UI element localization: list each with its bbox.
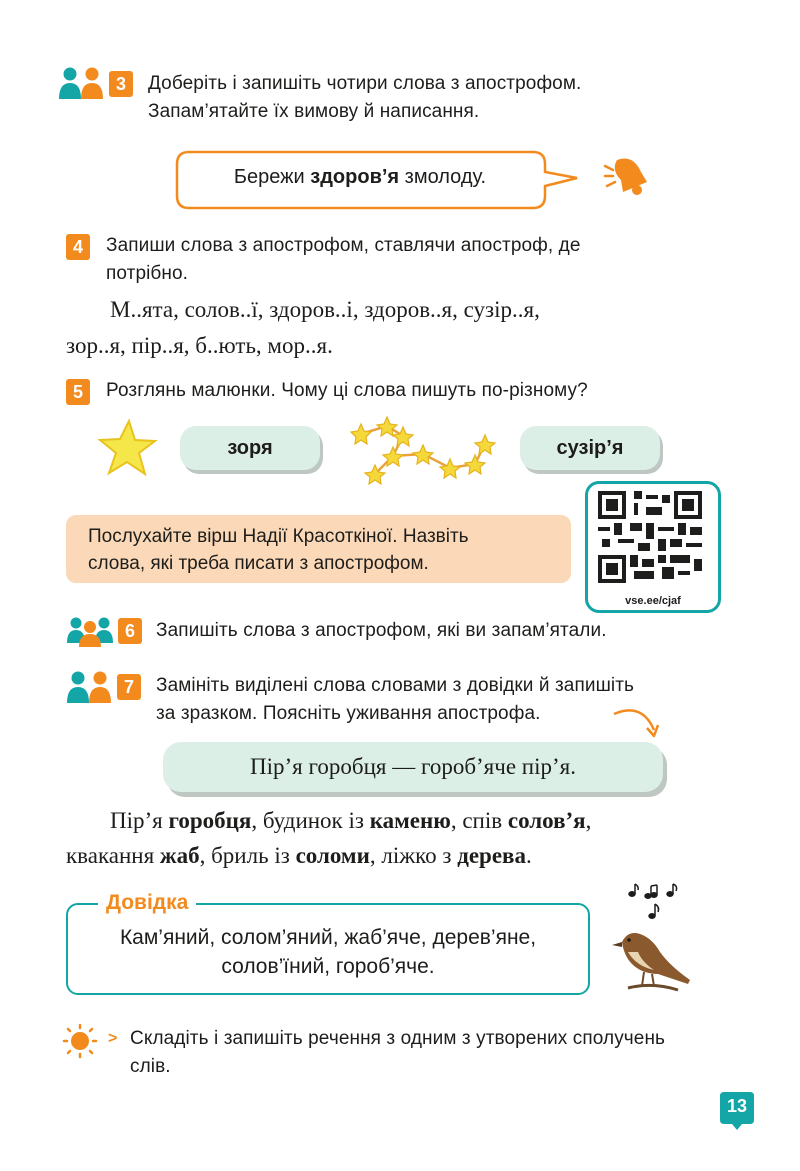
task-number-5: 5 xyxy=(66,379,90,405)
extra-task-text: Складіть і запишіть речення з одним з утворених сполучень слів. xyxy=(130,1028,666,1077)
listen-text: Послухайте вірш Надії Красоткіної. Назвіть слова, які треба писати з апострофом. xyxy=(88,526,469,574)
task6-text: Запишіть слова з апострофом, які ви запам’ятали. xyxy=(156,620,607,641)
word-pill-suzirya: сузір’я xyxy=(520,426,660,470)
task7-text: Замініть виділені слова словами з довідки й запишіть за зразком. Поясніть уживання апострофа. xyxy=(156,675,635,724)
listen-box xyxy=(66,515,571,583)
qr-code-icon xyxy=(598,491,702,583)
bell-icon xyxy=(603,152,653,196)
task7-sentences: Пір’я горобця, будинок із каменю, спів солов’я, квакання жаб, бриль із соломи, ліжко з дерева. xyxy=(66,808,592,868)
task-number-3: 3 xyxy=(109,71,133,97)
qr-code-link[interactable] xyxy=(585,481,721,613)
qr-link-text: vse.ee/cjaf xyxy=(625,595,681,607)
curved-arrow-icon xyxy=(612,702,662,742)
task-number-6: 6 xyxy=(118,618,142,644)
saying-text: Бережи здоров’я змолоду. xyxy=(233,166,487,188)
task5-text: Розглянь малюнки. Чому ці слова пишуть по-різному? xyxy=(106,380,588,401)
pair-work-icon xyxy=(58,66,104,100)
constellation-icon xyxy=(345,416,505,486)
help-text: Кам’яний, солом’яний, жаб’яче, дерев’яне, солов’їний, гороб’яче. xyxy=(119,926,537,978)
word-pill-zorya: зоря xyxy=(180,426,320,470)
group-work-icon xyxy=(66,613,114,647)
task3-text: Доберіть і запишіть чотири слова з апострофом. Запам’ятайте їх вимову й написання. xyxy=(148,73,582,122)
task-number-7: 7 xyxy=(117,674,141,700)
page-number-badge xyxy=(720,1092,754,1124)
star-icon xyxy=(96,418,158,478)
chevron-right-icon: > xyxy=(108,1030,118,1047)
pair-work-icon-2 xyxy=(66,670,112,704)
lightbulb-icon xyxy=(62,1023,98,1059)
help-title: Довідка xyxy=(98,889,196,917)
task4-words: М..ята, солов..ї, здоров..і, здоров..я, сузір..я, зор..я, пір..я, б..ють, мор..я. xyxy=(66,297,540,358)
task4-text: Запиши слова з апострофом, ставлячи апостроф, де потрібно. xyxy=(106,235,581,284)
example-pill: Пір’я горобця — гороб’яче пір’я. xyxy=(163,742,663,792)
saying-bubble xyxy=(175,150,585,210)
help-box xyxy=(66,891,590,995)
page-number: 13 xyxy=(726,1096,748,1116)
bird-icon xyxy=(608,922,694,994)
task-number-4: 4 xyxy=(66,234,90,260)
music-notes-icon xyxy=(626,882,682,922)
